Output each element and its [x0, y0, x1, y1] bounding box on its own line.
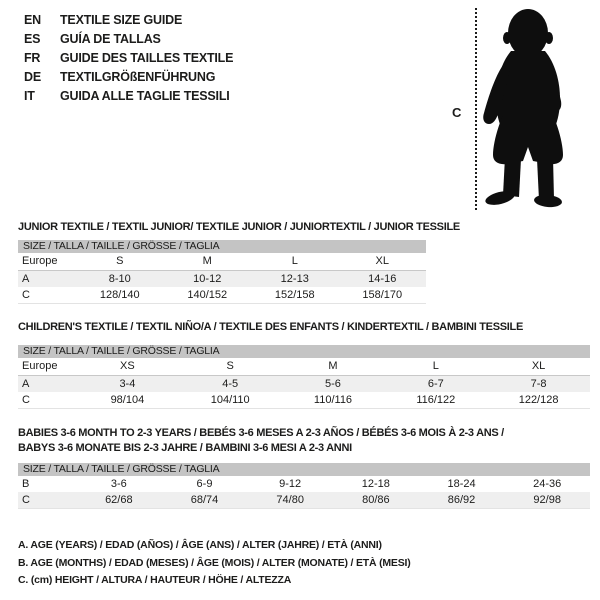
legend-line-c: C. (cm) HEIGHT / ALTURA / HAUTEUR / HÖHE / ALTEZZA: [18, 574, 292, 586]
guide-title-it: GUIDA ALLE TAGLIE TESSILI: [60, 89, 230, 103]
size-cell: L: [291, 255, 298, 267]
size-cell: S: [226, 360, 234, 372]
value-cell: 122/128: [518, 394, 559, 406]
size-cell: L: [432, 360, 439, 372]
value-cell: 86/92: [447, 494, 476, 506]
height-measure-label: C: [452, 105, 462, 120]
lang-row-fr: [24, 49, 233, 68]
children-size-table: [18, 345, 590, 409]
value-cell: 6-9: [196, 478, 213, 490]
value-cell: 3-6: [110, 478, 127, 490]
table-row: [18, 253, 426, 271]
value-cell: 10-12: [193, 273, 222, 285]
lang-code: IT: [24, 89, 35, 103]
guide-title-es: GUÍA DE TALLAS: [60, 32, 161, 46]
value-cell: 128/140: [99, 289, 140, 301]
babies-section-title: [18, 426, 504, 456]
value-cell: 92/98: [533, 494, 561, 506]
size-cell: M: [202, 255, 212, 267]
baby-silhouette-icon: [481, 7, 569, 209]
value-cell: 80/86: [362, 494, 390, 506]
value-cell: 12-13: [280, 273, 309, 285]
value-cell: 104/110: [210, 394, 250, 406]
value-cell: 4-5: [222, 378, 239, 390]
size-cell: XL: [531, 360, 546, 372]
table-row: [18, 376, 590, 392]
children-section-title: CHILDREN'S TEXTILE / TEXTIL NIÑO/A / TEXTILE DES ENFANTS / KINDERTEXTIL / BAMBINI TESSILE: [18, 321, 523, 333]
row-label: B: [22, 478, 30, 490]
value-cell: 62/68: [105, 494, 133, 506]
height-measure-dotted-line: [475, 8, 477, 210]
size-cell: S: [116, 255, 124, 267]
row-label: C: [22, 494, 30, 506]
lang-code: FR: [24, 51, 41, 65]
value-cell: 6-7: [427, 378, 444, 390]
guide-title-en: TEXTILE SIZE GUIDE: [60, 13, 183, 27]
table-row: [18, 358, 590, 376]
babies-size-table: [18, 463, 590, 509]
value-cell: 68/74: [190, 494, 219, 506]
row-label: C: [22, 394, 30, 406]
language-title-list: [24, 11, 233, 106]
value-cell: 8-10: [108, 273, 131, 285]
value-cell: 24-36: [533, 478, 562, 490]
value-cell: 158/170: [362, 289, 403, 301]
size-cell: XS: [120, 360, 135, 372]
value-cell: 18-24: [447, 478, 476, 490]
value-cell: 140/152: [187, 289, 228, 301]
lang-row-es: [24, 30, 233, 49]
lang-code: DE: [24, 70, 41, 84]
row-label: A: [22, 273, 30, 285]
row-label: Europe: [22, 360, 58, 372]
lang-row-en: [24, 11, 233, 30]
value-cell: 12-18: [361, 478, 390, 490]
size-cell: XL: [375, 255, 389, 267]
babies-title-line2: BABYS 3-6 MONATE BIS 2-3 JAHRE / BAMBINI 3-6 MESI A 2-3 ANNI: [18, 442, 352, 454]
value-cell: 116/122: [416, 394, 456, 406]
size-cell: M: [328, 360, 338, 372]
lang-code: ES: [24, 32, 41, 46]
value-cell: 74/80: [276, 494, 304, 506]
table-row: [18, 271, 426, 287]
row-label: A: [22, 378, 30, 390]
value-cell: 152/158: [274, 289, 315, 301]
legend-line-b: B. AGE (MONTHS) / EDAD (MESES) / ÂGE (MOIS) / ALTER (MONATE) / ETÀ (MESI): [18, 556, 411, 569]
value-cell: 14-16: [368, 273, 397, 285]
table-row: [18, 287, 426, 303]
junior-section-title: JUNIOR TEXTILE / TEXTIL JUNIOR/ TEXTILE JUNIOR / JUNIORTEXTIL / JUNIOR TESSILE: [18, 221, 460, 233]
measurement-legend: [18, 537, 411, 590]
lang-row-de: [24, 68, 233, 87]
children-size-header: SIZE / TALLA / TAILLE / GRÖSSE / TAGLIA: [18, 345, 590, 358]
value-cell: 9-12: [279, 478, 302, 490]
babies-size-header: SIZE / TALLA / TAILLE / GRÖSSE / TAGLIA: [18, 463, 590, 476]
babies-title-line1: BABIES 3-6 MONTH TO 2-3 YEARS / BEBÉS 3-6 MESES A 2-3 AÑOS / BÉBÉS 3-6 MOIS À 2-3 ANS /: [18, 427, 504, 439]
value-cell: 7-8: [530, 378, 547, 390]
row-label: Europe: [22, 255, 58, 267]
row-label: C: [22, 289, 30, 301]
value-cell: 98/104: [110, 394, 145, 406]
value-cell: 5-6: [325, 378, 341, 390]
lang-row-it: [24, 87, 233, 106]
value-cell: 3-4: [119, 378, 136, 390]
lang-code: EN: [24, 13, 41, 27]
guide-title-fr: GUIDE DES TAILLES TEXTILE: [60, 51, 234, 65]
guide-title-de: TEXTILGRÖßENFÜHRUNG: [60, 70, 216, 84]
junior-size-table: [18, 240, 426, 304]
table-row: [18, 392, 590, 408]
junior-size-header: SIZE / TALLA / TAILLE / GRÖSSE / TAGLIA: [18, 240, 426, 253]
table-row: [18, 476, 590, 492]
table-row: [18, 492, 590, 508]
legend-line-a: A. AGE (YEARS) / EDAD (AÑOS) / ÂGE (ANS) / ALTER (JAHRE) / ETÀ (ANNI): [18, 539, 382, 551]
value-cell: 110/116: [313, 394, 353, 406]
